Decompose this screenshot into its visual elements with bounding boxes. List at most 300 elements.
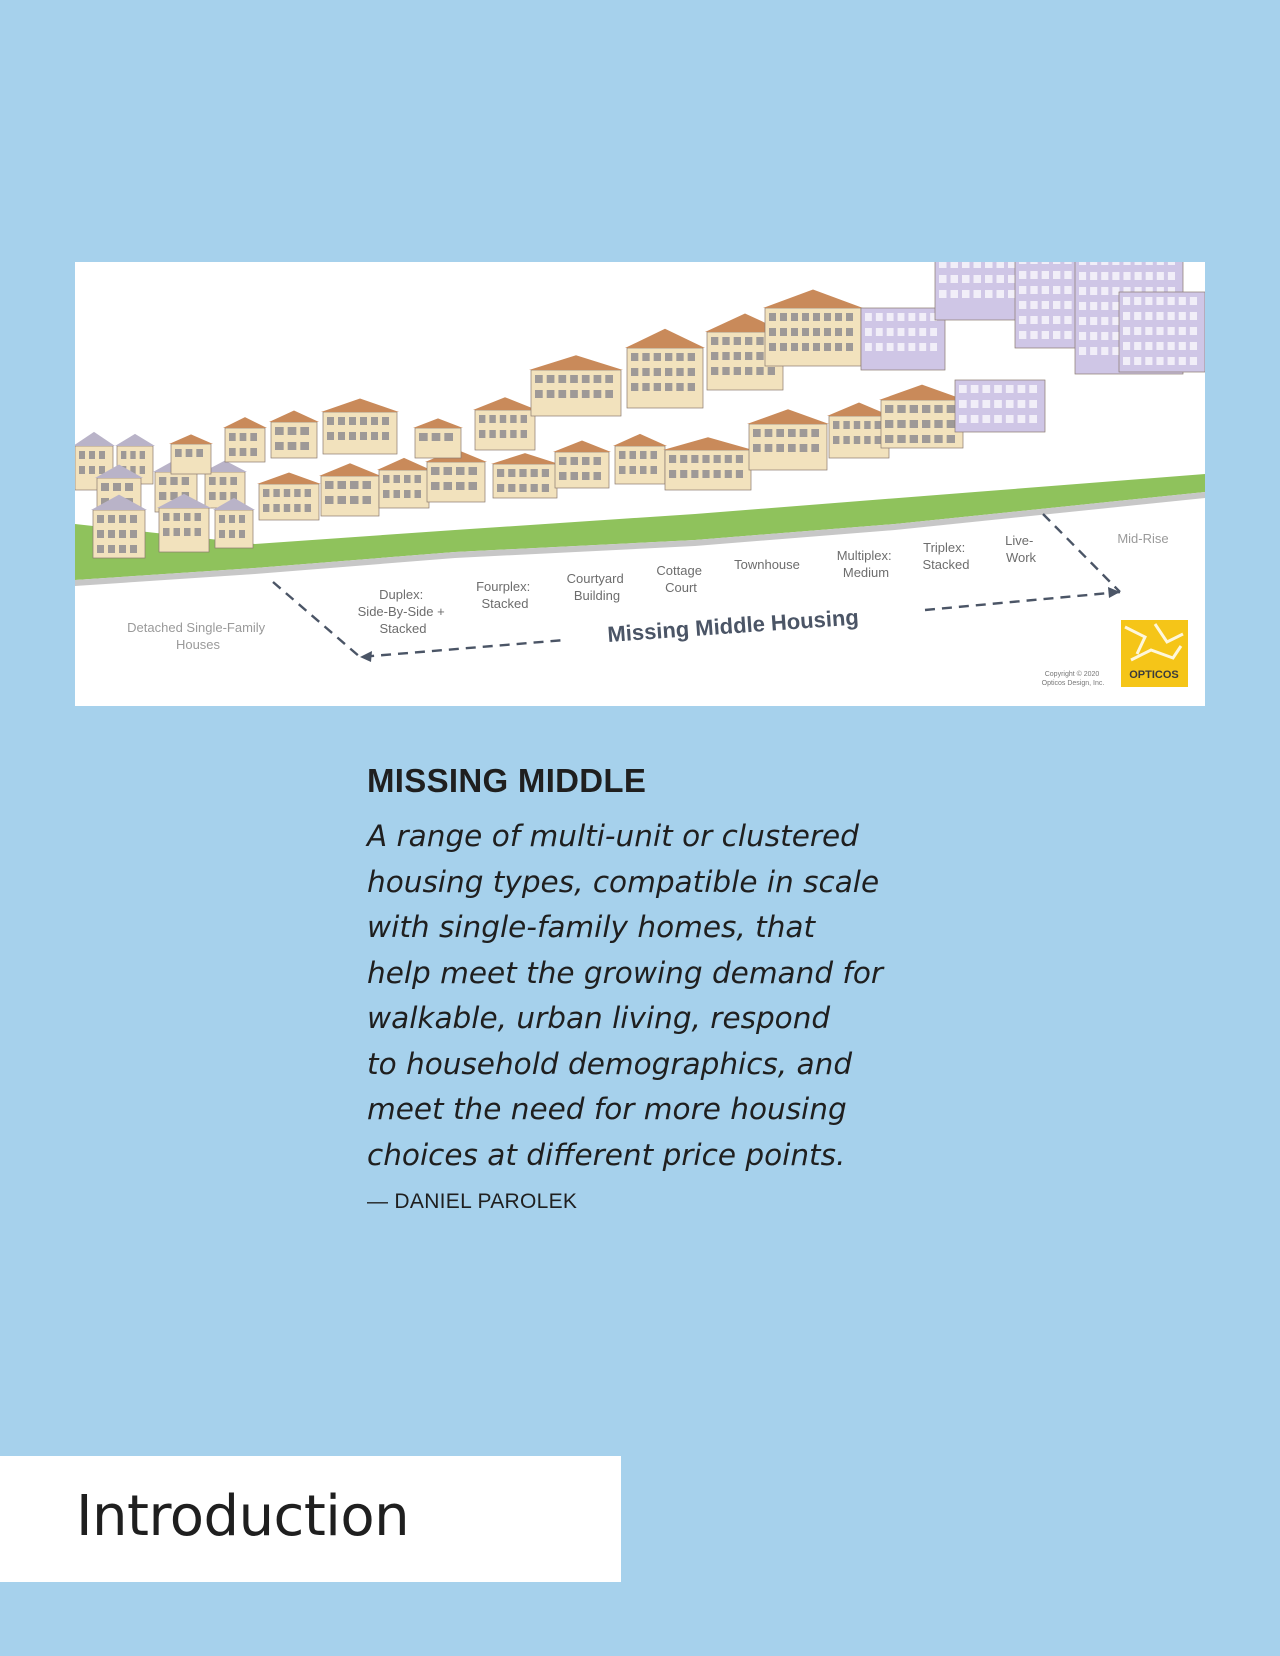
window [113,483,121,491]
window [843,436,849,444]
window [997,262,1005,268]
window [922,420,930,428]
window [510,430,516,438]
window [813,313,820,321]
window [887,343,894,351]
missing-middle-illustration [75,262,1205,706]
window [1079,332,1086,340]
label-courtyard-building: Courtyard Building [566,571,624,603]
window [951,262,959,268]
window [500,415,506,423]
window [263,504,269,512]
window [791,343,798,351]
quote-line: choices at different price points. [367,1137,846,1172]
window [788,444,796,452]
window [542,469,549,477]
window [1008,262,1016,268]
window [971,385,979,393]
window [350,481,359,489]
window [250,433,257,441]
window [350,496,359,504]
window [338,432,345,440]
window [140,451,145,459]
window [887,313,894,321]
window [1179,357,1186,365]
window [962,290,970,298]
window [802,328,809,336]
window [371,417,378,425]
window [631,368,638,376]
window [1030,331,1037,339]
label-duplex: Duplex: Side-By-Side + Stacked [357,587,445,636]
window [1134,342,1141,350]
window [959,385,967,393]
window [1112,287,1119,295]
window [959,400,967,408]
house-building [415,428,461,458]
window [745,352,752,360]
window [833,436,839,444]
roof [529,355,623,370]
window [631,383,638,391]
window [711,352,718,360]
window [1135,272,1142,280]
roof [269,410,319,422]
window [582,457,590,465]
window [1079,287,1086,295]
window [1019,316,1026,324]
window [910,420,918,428]
window [1030,271,1037,279]
window [1123,297,1130,305]
window [159,477,166,485]
label-triplex: Triplex: Stacked [922,540,970,572]
window [833,421,839,429]
window [1079,302,1086,310]
window [780,328,787,336]
window [631,353,638,361]
label-detached-houses: Detached Single-Family Houses [127,620,266,652]
house-building [171,444,211,474]
window [1029,415,1037,423]
window [813,328,820,336]
window [571,472,579,480]
window [654,383,661,391]
window [1123,342,1130,350]
window [300,442,309,450]
window [508,484,515,492]
window [908,313,915,321]
window [1008,275,1016,283]
window [570,375,578,383]
window [864,436,870,444]
window [714,470,721,478]
window [802,313,809,321]
window [275,427,284,435]
window [1042,271,1049,279]
window [736,470,743,478]
window [239,515,245,523]
window [885,420,893,428]
roof [321,399,399,412]
window [594,375,602,383]
window [922,435,930,443]
window [489,415,495,423]
window [99,451,105,459]
window [294,504,300,512]
window [1042,262,1049,264]
window [1018,415,1026,423]
window [800,429,808,437]
window [654,368,661,376]
window [184,528,191,536]
window [875,436,881,444]
window [558,375,566,383]
roof [491,453,559,464]
window [547,390,555,398]
window [865,313,872,321]
window [1053,301,1060,309]
window [382,432,389,440]
window [456,467,465,475]
quote-text [367,814,927,1178]
window [1101,332,1108,340]
window [971,400,979,408]
window [1190,357,1197,365]
window [108,530,115,538]
window [619,466,626,474]
window [230,477,237,485]
window [1064,316,1071,324]
window [800,444,808,452]
window [640,466,647,474]
roof [625,329,705,348]
section-tab [0,1456,621,1582]
window [229,448,236,456]
window [1064,271,1071,279]
window [349,432,356,440]
window [229,530,235,538]
roof [763,289,863,308]
label-fourplex: Fourplex: Stacked [476,579,531,611]
window [982,385,990,393]
window [1101,287,1108,295]
quote-line: walkable, urban living, respond [367,1001,831,1035]
window [669,455,676,463]
quote-block [367,762,927,1214]
window [521,430,527,438]
window [547,375,555,383]
window [791,328,798,336]
window [383,490,390,498]
window [642,383,649,391]
window [594,472,602,480]
window [756,337,763,345]
window [854,436,860,444]
window [802,343,809,351]
window [1079,317,1086,325]
window [745,367,752,375]
window [404,475,411,483]
window [1101,347,1108,355]
roof [613,434,667,446]
window [876,343,883,351]
window [765,429,773,437]
window [163,528,170,536]
window [1123,312,1130,320]
window [1168,262,1175,265]
window [130,515,137,523]
window [159,492,166,500]
window [665,383,672,391]
window [1101,262,1108,265]
window [1090,317,1097,325]
window [974,290,982,298]
window [229,515,235,523]
window [962,275,970,283]
window [1064,331,1071,339]
window [415,490,422,498]
window [1157,272,1164,280]
window [1006,400,1014,408]
window [1190,327,1197,335]
window [1019,271,1026,279]
window [753,444,761,452]
window [780,313,787,321]
window [510,415,516,423]
window [835,343,842,351]
copyright-note: Copyright © 2020 Opticos Design, Inc. [1041,671,1105,687]
window [865,343,872,351]
window [897,405,905,413]
window [444,433,453,441]
window [702,455,709,463]
window [415,475,422,483]
window [680,470,687,478]
window [846,313,853,321]
window [479,430,485,438]
window [1168,272,1175,280]
window [676,383,683,391]
window [846,343,853,351]
window [582,472,590,480]
window [1101,302,1108,310]
svg-text:OPTICOS: OPTICOS [1129,669,1179,681]
window [1019,286,1026,294]
window [824,328,831,336]
window [99,466,105,474]
window [745,337,752,345]
window [985,290,993,298]
window [974,275,982,283]
window [1112,332,1119,340]
window [982,415,990,423]
window [1090,262,1097,265]
window [186,449,193,457]
window [1156,312,1163,320]
window [288,442,297,450]
window [919,328,926,336]
window [1090,347,1097,355]
window [497,469,504,477]
window [930,343,937,351]
window [394,490,401,498]
window [1030,301,1037,309]
window [219,530,225,538]
window [864,421,870,429]
window [997,290,1005,298]
window [130,530,137,538]
roof [473,397,537,410]
window [680,455,687,463]
window [1053,331,1060,339]
window [1134,312,1141,320]
window [922,405,930,413]
window [273,489,279,497]
window [769,343,776,351]
quote-line: to household demographics, and [367,1046,853,1081]
window [876,328,883,336]
window [1168,342,1175,350]
window [1019,331,1026,339]
window [1134,327,1141,335]
window [1053,286,1060,294]
window [479,415,485,423]
window [101,483,109,491]
window [1053,316,1060,324]
window [930,328,937,336]
quote-line: housing types, compatible in scale [367,864,880,899]
window [994,385,1002,393]
window [959,415,967,423]
window [300,427,309,435]
section-title: Introduction [76,1484,410,1549]
window [195,528,202,536]
window [89,466,95,474]
window [714,455,721,463]
window [711,337,718,345]
window [571,457,579,465]
window [1190,297,1197,305]
window [756,367,763,375]
window [1101,272,1108,280]
window [1029,400,1037,408]
quote-heading: MISSING MIDDLE [367,762,647,799]
window [1112,347,1119,355]
window [997,275,1005,283]
window [89,451,95,459]
window [776,444,784,452]
roof [879,385,965,400]
window [182,477,189,485]
window [519,469,526,477]
window [108,515,115,523]
window [1179,312,1186,320]
window [1030,316,1037,324]
window [508,469,515,477]
window [1156,357,1163,365]
window [535,375,543,383]
window [725,470,732,478]
roof [169,434,213,444]
window [1090,332,1097,340]
window [734,367,741,375]
window [651,451,658,459]
window [947,435,955,443]
window [240,448,247,456]
window [1168,327,1175,335]
window [444,467,453,475]
window [1042,331,1049,339]
window [1042,316,1049,324]
window [559,472,567,480]
window [630,466,637,474]
window [898,328,905,336]
window [974,262,982,268]
window [288,427,297,435]
window [865,328,872,336]
window [843,421,849,429]
window [175,449,182,457]
window [951,290,959,298]
arrow-left-icon [360,651,372,662]
window [559,457,567,465]
window [325,481,334,489]
window [982,400,990,408]
window [1112,262,1119,265]
window [1190,312,1197,320]
window [97,530,104,538]
window [431,467,440,475]
window [669,470,676,478]
window [1030,262,1037,264]
window [654,353,661,361]
window [1123,327,1130,335]
window [419,433,428,441]
window [1019,301,1026,309]
window [688,368,695,376]
window [725,455,732,463]
window [934,420,942,428]
window [273,504,279,512]
label-live-work: Live- Work [1005,533,1037,565]
window [209,492,216,500]
window [570,390,578,398]
window [640,451,647,459]
window [824,343,831,351]
window [360,432,367,440]
window [1179,342,1186,350]
window [919,313,926,321]
window [250,448,257,456]
window [1179,327,1186,335]
window [325,496,334,504]
range-label: Missing Middle Housing [606,604,860,647]
roof [223,417,267,428]
window [125,483,133,491]
window [582,375,590,383]
window [174,528,181,536]
window [734,337,741,345]
window [1030,286,1037,294]
window [939,290,947,298]
window [1156,342,1163,350]
window [1168,312,1175,320]
window [371,432,378,440]
window [79,466,85,474]
window [898,313,905,321]
window [1112,317,1119,325]
